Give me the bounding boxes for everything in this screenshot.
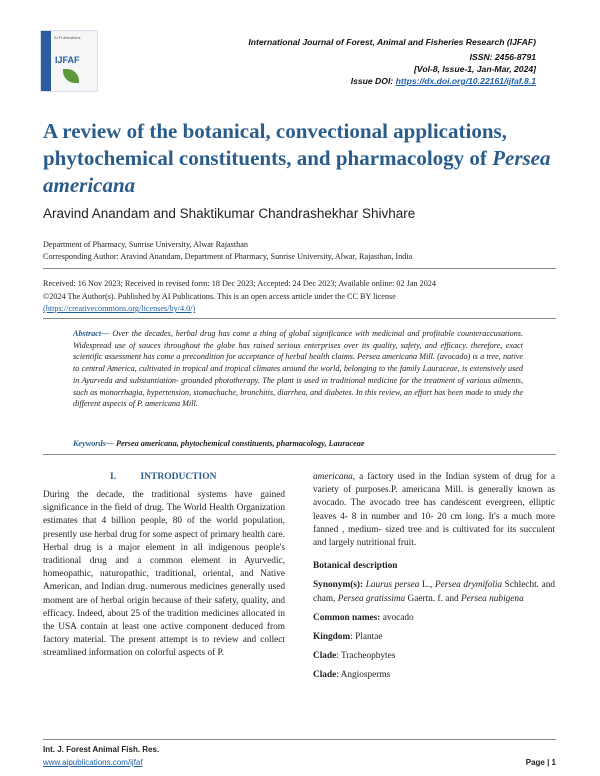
divider (43, 318, 556, 319)
clade-value: : Angiosperms (336, 670, 391, 681)
paper-title (43, 118, 563, 199)
clade-2 (313, 669, 555, 682)
section-title: INTRODUCTION (140, 472, 217, 482)
logo-stripe (41, 31, 51, 91)
footer-journal: Int. J. Forest Animal Fish. Res. (43, 745, 160, 754)
clade-label: Clade (313, 651, 337, 662)
issn: ISSN: 2456-8791 (469, 52, 536, 62)
journal-name: International Journal of Forest, Animal and Fisheries Research (IJFAF) (248, 37, 536, 47)
leaf-icon (63, 69, 79, 83)
clade-value: : Tracheophytes (336, 651, 396, 662)
footer-url[interactable]: www.aipublications.com/ijfaf (43, 758, 143, 767)
title-species: Persea americana (43, 146, 551, 197)
synonyms-label: Synonym(s): (313, 580, 364, 591)
journal-logo (40, 30, 98, 92)
section-heading (110, 472, 216, 482)
keywords (73, 439, 364, 448)
section-number: I. (110, 472, 117, 482)
synonym-author: Gaertn. f. and (407, 593, 459, 604)
page-number: Page | 1 (525, 758, 556, 767)
kingdom-value: : Plantae (350, 632, 383, 643)
common-value: avocado (382, 612, 414, 623)
synonym-author: L., (422, 580, 433, 591)
intro-paragraph: During the decade, the traditional systems have gained significance in the field of drug. The World Health Organization estimates that 4 billion people, 80 of the world population, presently use herbal drug for some aspect of primary health care. Herbal drug is a major element in all indigenous people's traditional drug and a common element in Ayurvedic, homeopathic, naturopathic, traditional, oriental, and Native American, and Indian drug. numerous medicines generally used moment are of herbal origin because of their safety, quality, and efficacy. Indeed, about 25 of the tradition medicines allocated in the USA contain at least one active component deduced from factory material. The present attempt is to review and collect streamlined information on colorful aspects of P. (43, 490, 285, 659)
title-main: A review of the botanical, convectional applications, phytochemical constituents, and pharmacology of (43, 119, 507, 170)
synonym: Persea drymifolia (434, 580, 503, 591)
issue-doi (351, 76, 536, 86)
logo-caption: AI Publications (54, 35, 81, 40)
synonym: Persea gratissima (337, 593, 406, 604)
volume-issue: [Vol-8, Issue-1, Jan-Mar, 2024] (414, 64, 536, 74)
abstract (73, 328, 523, 410)
clade-1 (313, 650, 555, 663)
divider (43, 268, 556, 269)
synonym: Laurus persea (365, 580, 420, 591)
affiliation: Department of Pharmacy, Sunrise University, Alwar Rajasthan (43, 240, 248, 249)
right-column (313, 471, 555, 683)
clade-label: Clade (313, 670, 337, 681)
divider (43, 454, 556, 455)
doi-label: Issue DOI: (350, 76, 394, 86)
kingdom (313, 631, 555, 644)
license-link[interactable]: (https://creativecommons.org/licenses/by/4.0/) (43, 304, 196, 313)
copyright: ©2024 The Author(s). Published by AI Publications. This is an open access article under the CC BY license (43, 292, 396, 301)
keywords-label: Keywords— (73, 439, 114, 448)
footer-divider (43, 739, 556, 740)
synonyms (313, 579, 555, 605)
intro-continued (313, 471, 555, 550)
common-names (313, 612, 555, 625)
doi-link[interactable]: https://dx.doi.org/10.22161/ijfaf.8.1 (395, 76, 536, 86)
species-italic: americana (313, 472, 353, 482)
license (43, 304, 195, 313)
abstract-label: Abstract— (73, 329, 110, 338)
abstract-text: Over the decades, herbal drug has come a thing of global significance with medicinal and profitable counteraccusations. Widespread use of sauces throughout the globe has raised serious enterprises over its quality, safety, and efficacy. therefore, exact scientific assessment has come a precondition for acceptance of herbal health claims. Persea americana Mill. (avocado) is a tree, native to central America, cultivated in tropical and tropical climates around the world, belonging to the family Lauraceae, is extensively used in Ayurveda and substantiation- grounded phototherapy. The plant is used in traditional medicine for the treatment of various ailments, such as monorrhagia, hypertension, stomachache, bronchitis, diarrhea, and diabetes. In this review, an effort has been made to study the different aspects of P. americana Mill. (73, 329, 524, 409)
common-label: Common names: (313, 612, 381, 623)
synonym-author: Schlecht. and cham, (313, 580, 556, 604)
kingdom-label: Kingdom (313, 632, 351, 643)
synonym: Persea nubigena (460, 593, 524, 604)
intro-continued-text: , a factory used in the Indian system of drug for a variety of purposes.P. americana Mill. is generally known as avocado. The avocado tree has candescent evergreen, elliptic leaves 4- 8 in number and 10- 20 cm long. It's a much more fanned , medium- sized tree and is cultivated for its succulent and largely nutritional fruit. (313, 472, 555, 549)
dates: Received: 16 Nov 2023; Received in revised form: 18 Dec 2023; Accepted: 24 Dec 2023; Available online: 02 Jan 2024 (43, 279, 436, 288)
botanical-heading: Botanical description (313, 561, 398, 572)
logo-mark: IJFAF (55, 55, 80, 65)
authors: Aravind Anandam and Shaktikumar Chandrashekhar Shivhare (43, 206, 416, 221)
keywords-text: Persea americana, phytochemical constituents, pharmacology, Lauraceae (115, 439, 365, 448)
corresponding-author: Corresponding Author: Aravind Anandam, Department of Pharmacy, Sunrise University, Alwar, Rajasthan, India (43, 252, 413, 261)
